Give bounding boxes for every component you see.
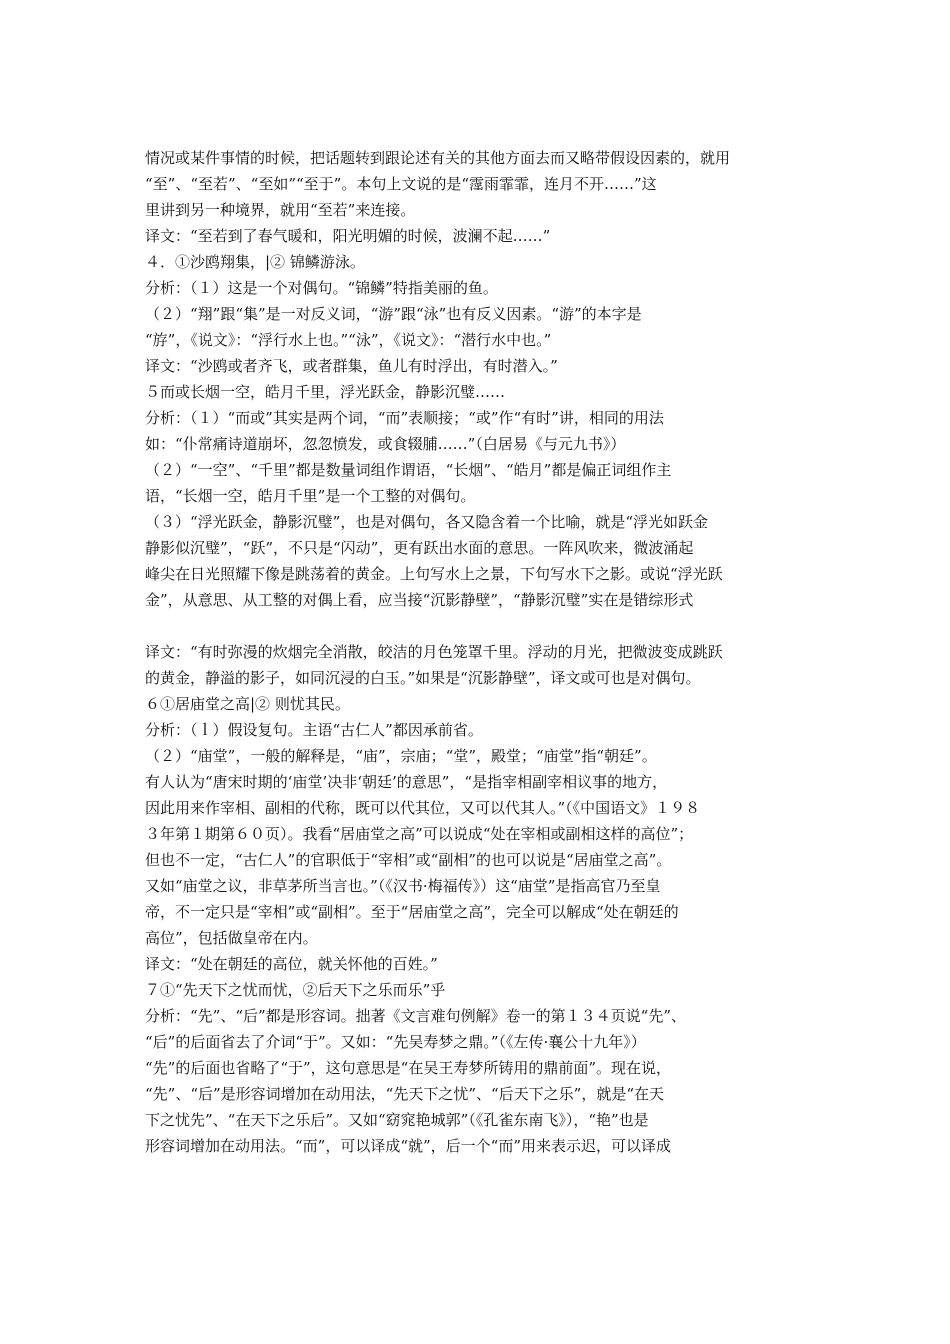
text-line: 译文：“至若到了春气暖和，阳光明媚的时候，波澜不起……” bbox=[145, 227, 551, 245]
text-line: 峰尖在日光照耀下像是跳荡着的黄金。上句写水上之景，下句写水下之影。或说“浮光跃 bbox=[145, 565, 723, 583]
text-line: （３）“浮光跃金，静影沉璧”，也是对偶句，各又隐含着一个比喻，就是“浮光如跃金 bbox=[145, 513, 709, 531]
text-line: 但也不一定，“古仁人”的官职低于“宰相”或“副相”的也可以说是“居庙堂之高”。 bbox=[145, 851, 672, 869]
text-line: 有人认为“唐宋时期的‘庙堂’决非‘朝廷’的意思”，“是指宰相副宰相议事的地方， bbox=[145, 773, 668, 791]
text-line: 分析：（ｌ）假设复句。主语“古仁人”都因承前省。 bbox=[145, 721, 483, 739]
text-line: 语，“长烟一空，皓月千里”是一个工整的对偶句。 bbox=[145, 487, 476, 505]
text-line: 的黄金，静溢的影子，如同沉浸的白玉。”如果是“沉影静壁”，译文或可也是对偶句。 bbox=[145, 669, 701, 687]
text-block-bottom bbox=[145, 639, 807, 1159]
text-line: 下之忧先”、“在天下之乐后”。又如“窈窕艳城郭”（《孔雀东南飞》），“艳”也是 bbox=[145, 1111, 649, 1129]
text-line: ５而或长烟一空，皓月千里，浮光跃金，静影沉璧…… bbox=[145, 383, 506, 401]
text-line: ３年第１期第６０页）。我看“居庙堂之高”可以说成“处在宰相或副相这样的高位”； bbox=[145, 825, 694, 843]
text-line: 形容词增加在动用法。“而”，可以译成“就”，后一个“而”用来表示迟，可以译成 bbox=[145, 1137, 672, 1155]
text-line: ７①“先天下之忧而忧，②后天下之乐而乐”乎 bbox=[145, 981, 446, 999]
text-line: ６①居庙堂之高|② 则忧其民。 bbox=[145, 695, 350, 713]
text-line: 因此用来作宰相、副相的代称，既可以代其位，又可以代其人。”（《中国语文》１９８ bbox=[145, 799, 701, 817]
text-line: 高位”，包括做皇帝在内。 bbox=[145, 929, 318, 947]
text-line: 分析：（１）“而或”其实是两个词，“而”表顺接；“或”作“有时”讲，相同的用法 bbox=[145, 409, 664, 427]
text-line: 译文：“沙鸥或者齐飞，或者群集，鱼儿有时浮出，有时潜入。” bbox=[145, 357, 558, 375]
text-line: “先”、“后”是形容词增加在动用法，“先天下之忧”、“后天下之乐”，就是“在天 bbox=[145, 1085, 665, 1103]
text-line: 译文：“有时弥漫的炊烟完全消散，皎洁的月色笼罩千里。浮动的月光，把微波变成跳跃 bbox=[145, 643, 723, 661]
text-line: （２）“庙堂”，一般的解释是，“庙”，宗庙；“堂”，殿堂；“庙堂”指“朝廷”。 bbox=[145, 747, 657, 765]
text-line: “至”、“至若”、“至如”“至于”。本句上文说的是“霪雨霏霏，连月不开……”这 bbox=[145, 175, 657, 193]
text-line: 里讲到另一种境界，就用“至若”来连接。 bbox=[145, 201, 416, 219]
text-block-top bbox=[145, 145, 807, 613]
text-line: 情况或某件事情的时候，把话题转到跟论述有关的其他方面去而又略带假设因素的，就用 bbox=[145, 149, 731, 167]
text-line: “后”的后面省去了介词“于”。又如：“先吴寿梦之鼎。”（《左传·襄公十九年》） bbox=[145, 1033, 646, 1051]
text-line: “斿”，《说文》：“浮行水上也。”“泳”，《说文》：“潜行水中也。” bbox=[145, 331, 552, 349]
text-line: （２）“一空”、“千里”都是数量词组作谓语，“长烟”、“皓月”都是偏正词组作主 bbox=[145, 461, 672, 479]
document-body bbox=[145, 145, 807, 1159]
text-line: 译文：“处在朝廷的高位，就关怀他的百姓。” bbox=[145, 955, 438, 973]
text-line: 帝，不一定只是“宰相”或“副相”。至于“居庙堂之高”，完全可以解成“处在朝廷的 bbox=[145, 903, 679, 921]
text-line: 静影似沉璧”，“跃”，不只是“闪动”，更有跃出水面的意思。一阵风吹来，微波涌起 bbox=[145, 539, 694, 557]
text-line: （２）“翔”跟“集”是一对反义词，“游”跟“泳”也有反义因素。“游”的本字是 bbox=[145, 305, 642, 323]
paragraph-gap bbox=[145, 613, 807, 639]
text-line: 金”，从意思、从工整的对偶上看，应当接“沉影静壁”，“静影沉璧”实在是错综形式 bbox=[145, 591, 694, 609]
text-line: 又如“庙堂之议，非草茅所当言也。”（《汉书·梅福传》）这“庙堂”是指高官乃至皇 bbox=[145, 877, 661, 895]
text-line: 分析：“先”、“后”都是形容词。拙著《文言难句例解》卷一的第１３４页说“先”、 bbox=[145, 1007, 687, 1025]
text-line: “先”的后面也省略了“于”，这句意思是“在吴王寿梦所铸用的鼎前面”。现在说， bbox=[145, 1059, 672, 1077]
text-line: ４．①沙鸥翔集，|② 锦鳞游泳。 bbox=[145, 253, 365, 271]
text-line: 分析：（１）这是一个对偶句。“锦鳞”特指美丽的鱼。 bbox=[145, 279, 498, 297]
text-line: 如：“仆常痛诗道崩坏，忽忽愤发，或食辍脯……”（白居易《与元九书》） bbox=[145, 435, 626, 453]
